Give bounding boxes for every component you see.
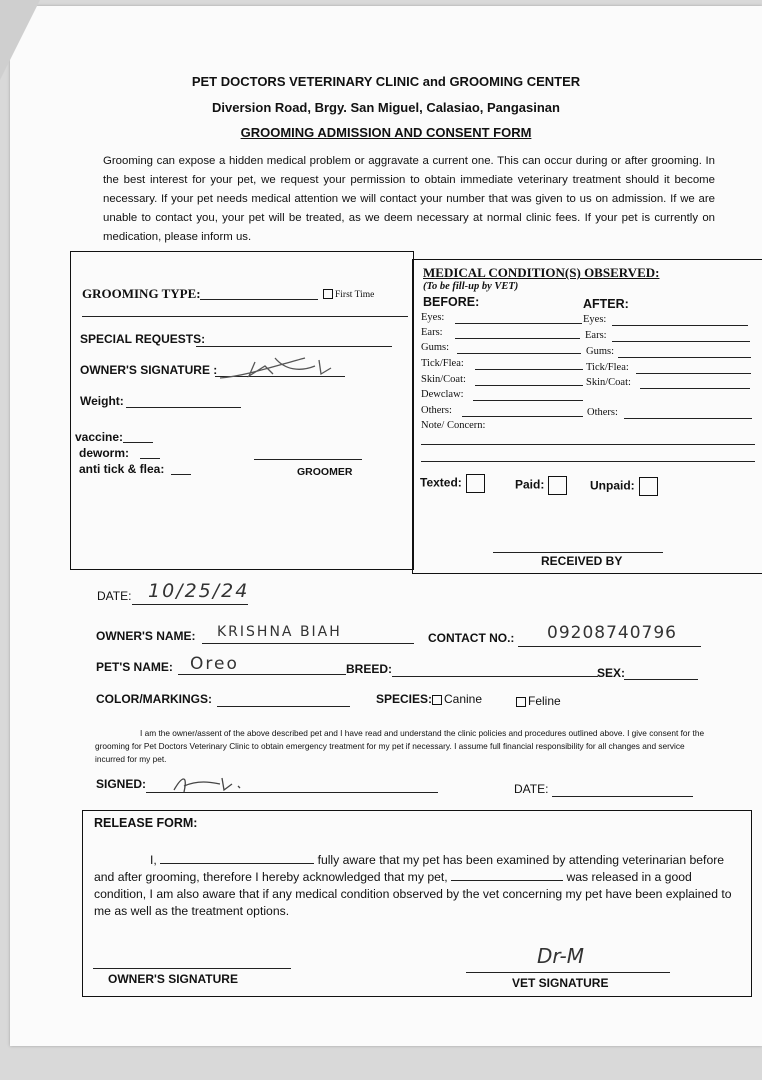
before-dewclaw-field[interactable] (473, 400, 583, 401)
clinic-name: PET DOCTORS VETERINARY CLINIC and GROOMING CENTER (191, 74, 581, 89)
vet-signature-label: VET SIGNATURE (512, 976, 609, 990)
page-fold-corner (0, 0, 40, 80)
before-label: BEFORE: (423, 295, 480, 309)
anti-tick-field[interactable] (171, 474, 191, 475)
after-gums-field[interactable] (618, 357, 751, 358)
paid-label: Paid: (515, 477, 545, 492)
release-text-1: I, (150, 853, 157, 867)
texted-checkbox[interactable] (420, 474, 485, 493)
weight-label: Weight: (80, 394, 124, 408)
feline-label: Feline (528, 694, 561, 708)
color-field[interactable] (217, 706, 350, 707)
release-owner-signature-field[interactable] (93, 968, 291, 969)
date-label: DATE: (97, 589, 132, 603)
first-time-box[interactable] (323, 289, 333, 299)
paid-box[interactable] (548, 476, 567, 495)
date-value: 10/25/24 (148, 580, 250, 602)
paid-checkbox[interactable] (515, 476, 567, 495)
date2-label: DATE: (514, 782, 549, 796)
after-ears-field[interactable] (612, 341, 750, 342)
feline-option[interactable] (516, 694, 561, 708)
unpaid-label: Unpaid: (590, 478, 635, 493)
first-time-label: First Time (335, 290, 375, 300)
pet-name-label: PET'S NAME: (96, 660, 173, 674)
after-skincoat-field[interactable] (640, 388, 750, 389)
release-text-2: fully aware that my pet has been examined by attending veterinarian before and after grooming, therefore I hereby acknowledged that my pet, (94, 853, 725, 884)
contact-field[interactable] (518, 646, 701, 647)
canine-box[interactable] (432, 695, 442, 705)
note-label: Note/ Concern: (421, 420, 486, 431)
unpaid-checkbox[interactable] (590, 477, 658, 496)
after-skincoat-label: Skin/Coat: (586, 377, 631, 388)
release-title: RELEASE FORM: (94, 816, 198, 830)
after-eyes-field[interactable] (612, 325, 748, 326)
groomer-signature-field[interactable] (254, 459, 362, 460)
received-by-field[interactable] (493, 552, 663, 553)
medical-title: MEDICAL CONDITION(S) OBSERVED: (423, 265, 660, 280)
before-ears-label: Ears: (421, 327, 443, 338)
release-paragraph (94, 852, 746, 920)
after-others-field[interactable] (624, 418, 752, 419)
release-name-field[interactable] (160, 852, 314, 864)
note-field-2[interactable] (421, 461, 755, 462)
first-time-checkbox[interactable] (323, 289, 374, 300)
before-tickflea-field[interactable] (475, 369, 583, 370)
unpaid-box[interactable] (639, 477, 658, 496)
after-gums-label: Gums: (586, 346, 615, 357)
vet-signature-value: Dr-M (537, 944, 585, 968)
before-tickflea-label: Tick/Flea: (421, 358, 464, 369)
canine-option[interactable] (432, 692, 482, 706)
form-sheet (10, 6, 762, 1046)
release-pet-field[interactable] (451, 869, 563, 881)
owner-name-label: OWNER'S NAME: (96, 629, 196, 643)
texted-box[interactable] (466, 474, 485, 493)
after-label: AFTER: (583, 297, 629, 311)
owner-signature-scribble (215, 348, 345, 384)
deworm-field[interactable] (140, 458, 160, 459)
contact-label: CONTACT NO.: (428, 631, 515, 645)
vaccine-field[interactable] (123, 442, 153, 443)
vaccine-label: vaccine: (75, 430, 124, 444)
after-tickflea-field[interactable] (636, 373, 751, 374)
received-by-label: RECEIVED BY (541, 554, 623, 568)
owner-name-value: KRISHNA BIAH (217, 624, 342, 640)
texted-label: Texted: (420, 475, 462, 490)
release-text-3: was released in a good condition, I am also aware that if any medical condition observed by the vet concerning my pet have been explained to me as well as the treatment options. (94, 870, 732, 918)
date2-field[interactable] (552, 796, 693, 797)
after-others-label: Others: (587, 407, 618, 418)
before-eyes-label: Eyes: (421, 312, 445, 323)
vet-signature-field[interactable] (466, 972, 670, 973)
before-ears-field[interactable] (455, 338, 580, 339)
groomer-label: GROOMER (297, 466, 353, 478)
form-title: GROOMING ADMISSION AND CONSENT FORM (240, 125, 532, 140)
note-field-1[interactable] (421, 444, 755, 445)
owner-signature-label: OWNER'S SIGNATURE : (80, 363, 218, 377)
consent-paragraph: I am the owner/assent of the above described pet and I have read and understand the clinic policies and procedures outlined above. I give consent for the grooming for Pet Doctors Veterinary Clinic to obtain emergency treatment for my pet if necessary. I assume full financial responsibility for all changes and service incurred for my pet. (95, 728, 705, 764)
feline-box[interactable] (516, 697, 526, 707)
release-owner-signature-label: OWNER'S SIGNATURE (108, 972, 238, 986)
species-label: SPECIES: (376, 692, 433, 706)
pet-name-field[interactable] (178, 674, 346, 675)
signed-scribble (170, 770, 250, 796)
before-gums-label: Gums: (421, 342, 450, 353)
grooming-type-line-2[interactable] (82, 316, 408, 317)
after-eyes-label: Eyes: (583, 314, 607, 325)
owner-name-field[interactable] (202, 643, 414, 644)
color-label: COLOR/MARKINGS: (96, 692, 212, 706)
before-skincoat-label: Skin/Coat: (421, 374, 466, 385)
breed-label: BREED: (346, 662, 393, 676)
before-others-field[interactable] (462, 416, 583, 417)
signed-label: SIGNED: (96, 777, 147, 791)
deworm-label: deworm: (79, 446, 130, 460)
before-others-label: Others: (421, 405, 452, 416)
contact-value: 09208740796 (547, 623, 677, 643)
grooming-type-label: GROOMING TYPE: (82, 286, 201, 301)
pet-name-value: Oreo (190, 654, 239, 674)
sex-label: SEX: (597, 666, 626, 680)
after-tickflea-label: Tick/Flea: (586, 362, 629, 373)
medical-subtitle: (To be fill-up by VET) (423, 281, 519, 292)
before-eyes-field[interactable] (455, 323, 582, 324)
special-requests-label: SPECIAL REQUESTS: (80, 332, 206, 346)
weight-field[interactable] (126, 407, 241, 408)
clinic-address: Diversion Road, Brgy. San Miguel, Calasiao, Pangasinan (212, 100, 560, 115)
sex-field[interactable] (624, 679, 698, 680)
special-requests-field[interactable] (196, 346, 392, 347)
anti-tick-label: anti tick & flea: (79, 462, 165, 476)
before-skincoat-field[interactable] (475, 385, 583, 386)
canine-label: Canine (444, 692, 483, 706)
after-ears-label: Ears: (585, 330, 607, 341)
grooming-type-field[interactable] (200, 299, 318, 300)
before-gums-field[interactable] (457, 353, 581, 354)
before-dewclaw-label: Dewclaw: (421, 389, 464, 400)
intro-paragraph: Grooming can expose a hidden medical problem or aggravate a current one. This can occur during or after grooming. In the best interest for your pet, we request your permission to obtain immediate veterinary treatment should it become necessary. If your pet needs medical attention we will contact your number that was given to us on admission. If we are unable to contact you, your pet will be treated, as we deem necessary at normal clinic fees. If your pet is currently on medication, please inform us. (103, 155, 715, 243)
breed-field[interactable] (392, 676, 598, 677)
date-field[interactable] (132, 604, 248, 605)
